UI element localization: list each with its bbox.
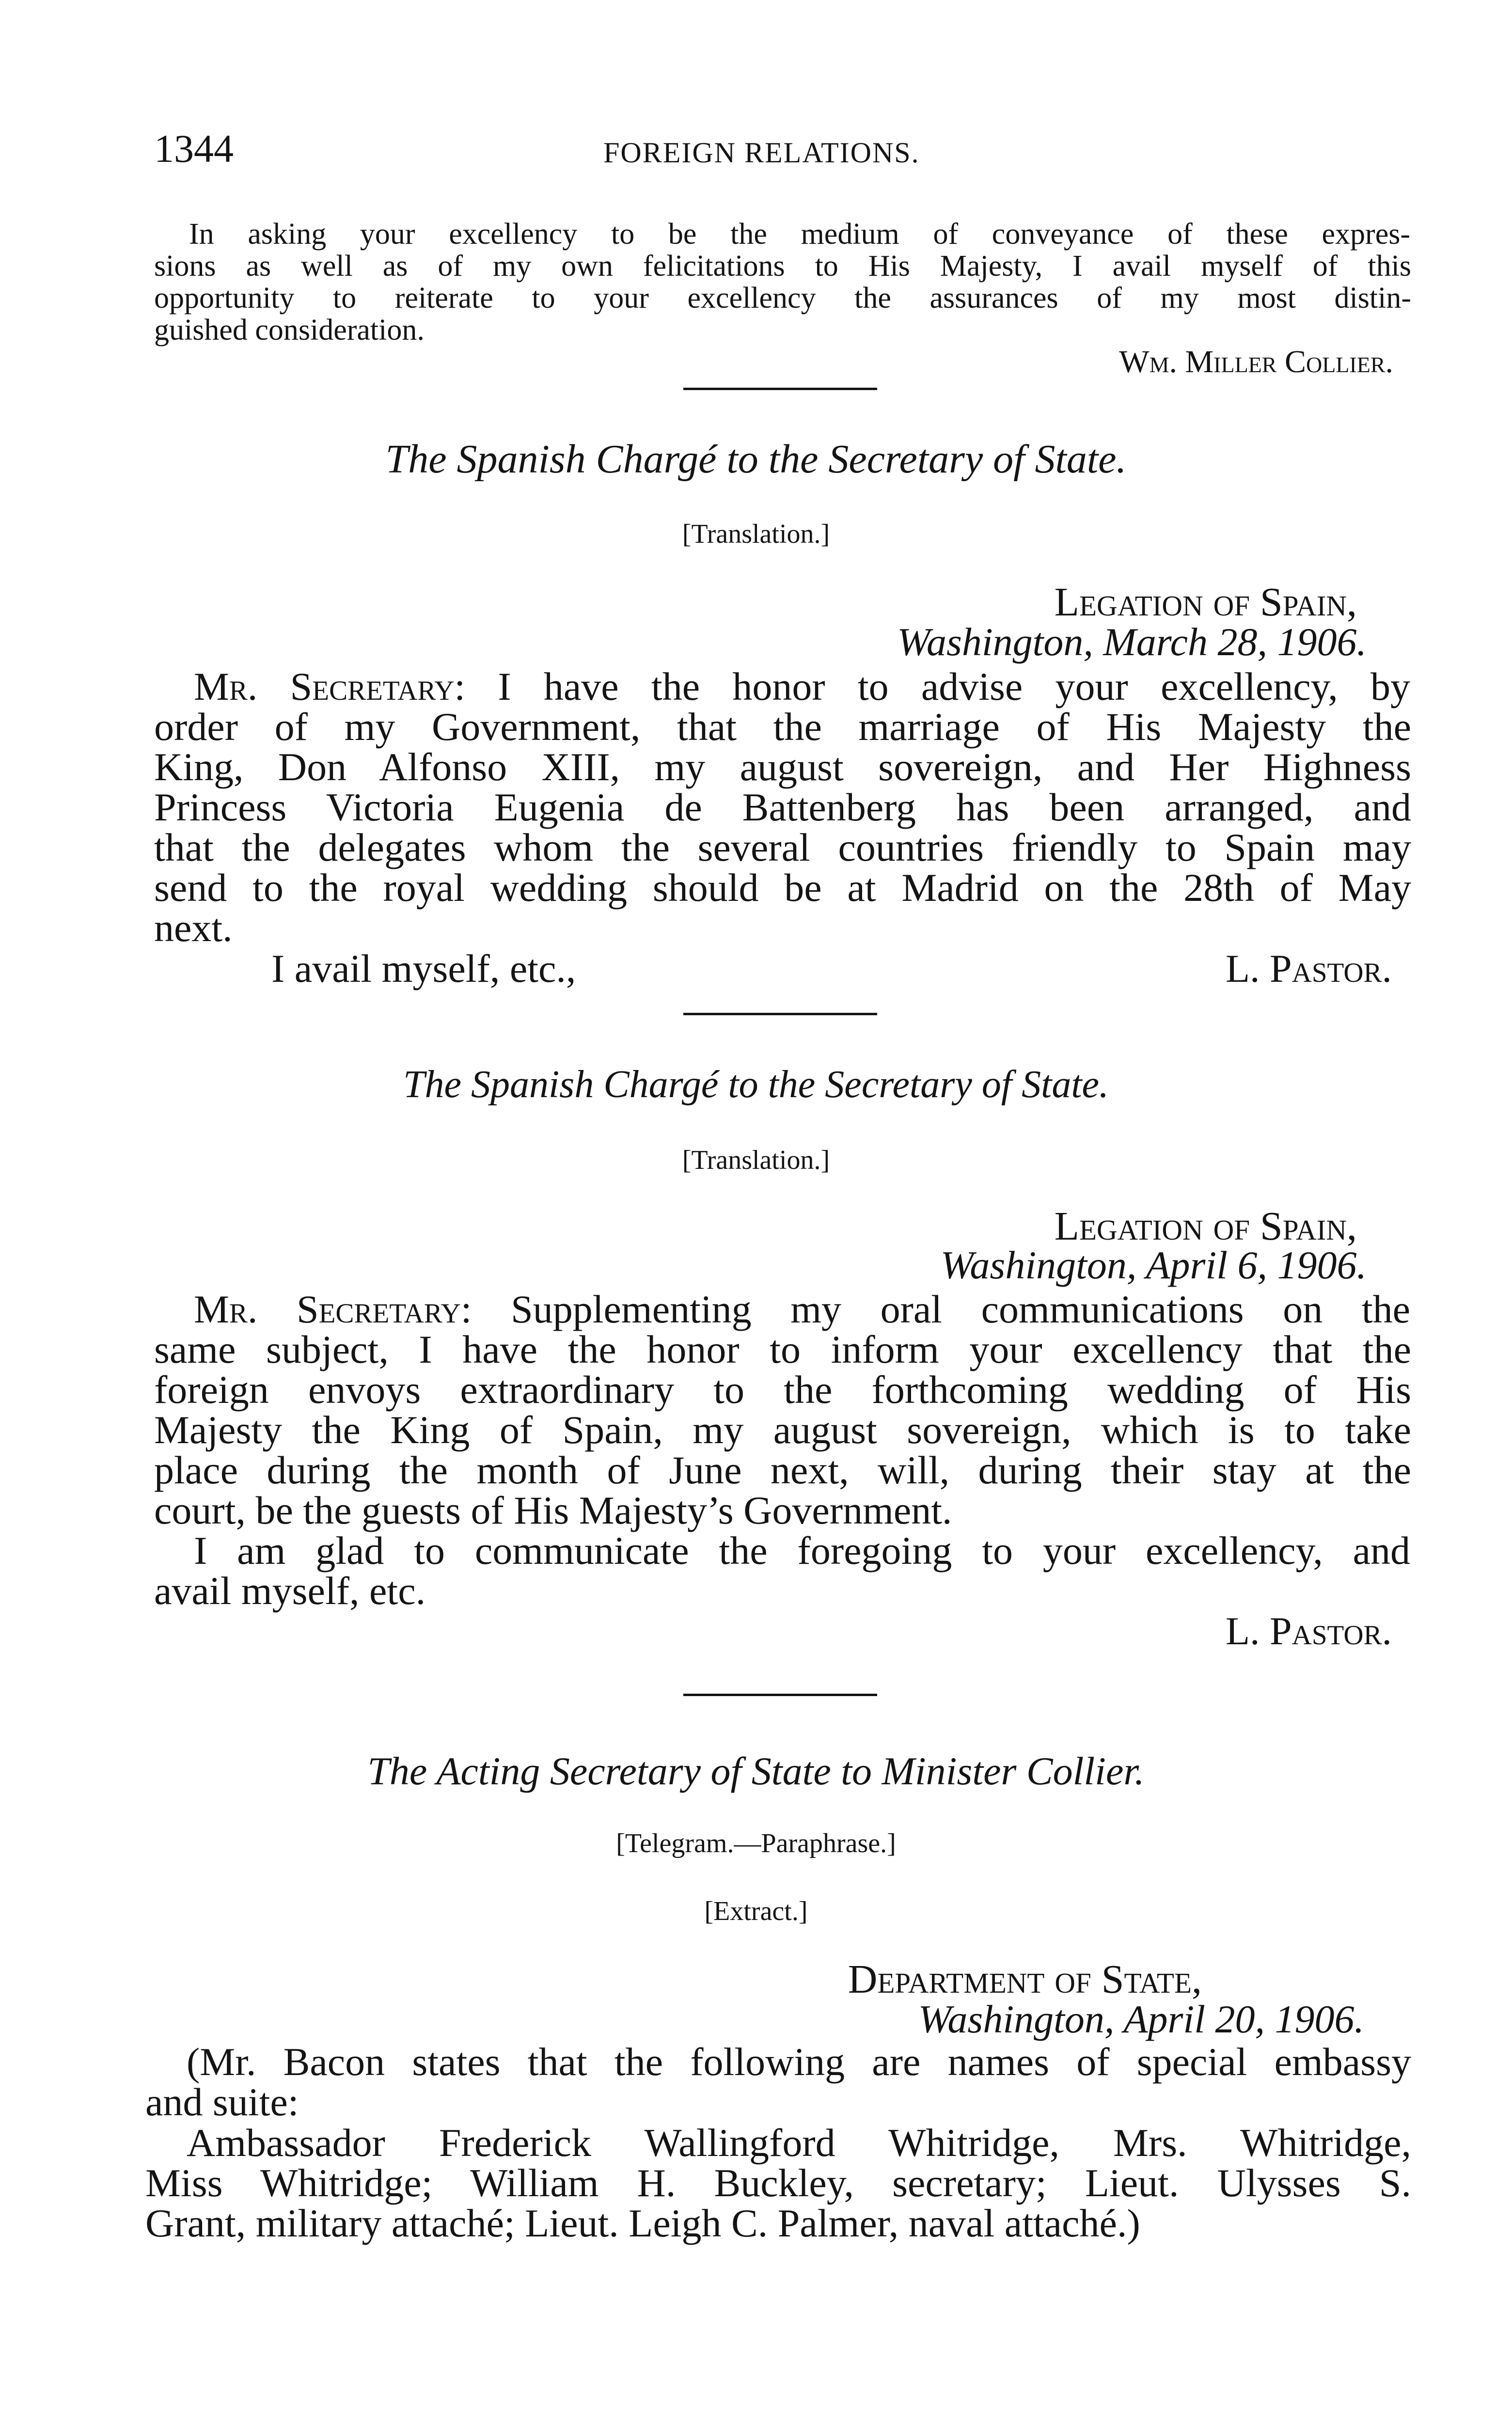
doc4-telegram-note: [Telegram.—Paraphrase.]	[616, 1828, 896, 1858]
doc3-place: Legation of Spain,	[1054, 1204, 1357, 1249]
doc3-para2-line-2: avail myself, etc.	[154, 1569, 426, 1613]
doc2-first-line-text: I have the honor to advise your excellency, by	[498, 664, 1411, 708]
doc2-title: The Spanish Chargé to the Secretary of State.	[385, 437, 1127, 482]
block1-line-3: opportunity to reiterate to your excellency the assurances of my most distin-	[154, 282, 1411, 315]
doc2-closing: I avail myself, etc.,	[271, 946, 576, 991]
doc4-dateline: Washington, April 20, 1906.	[918, 1997, 1364, 2041]
doc3-title: The Spanish Chargé to the Secretary of State.	[403, 1063, 1109, 1106]
separator-rule-3	[683, 1694, 877, 1696]
doc2-first-line	[194, 666, 1410, 707]
doc3-first-line-text: Supplementing my oral communications on the	[511, 1287, 1411, 1331]
doc3-first-line	[194, 1289, 1410, 1330]
doc2-place: Legation of Spain,	[1054, 580, 1357, 625]
doc4-place: Department of State,	[848, 1957, 1202, 2002]
doc4-para1-line-2: and suite:	[145, 2080, 299, 2124]
page-number: 1344	[154, 126, 234, 171]
doc3-salutation: Mr. Secretary:	[194, 1287, 472, 1331]
doc3-line-2: same subject, I have the honor to inform your excellency that the	[154, 1327, 1411, 1371]
doc4-para2-line-2: Miss Whitridge; William H. Buckley, secretary; Lieut. Ulysses S.	[145, 2161, 1411, 2205]
doc3-signature: L. Pastor.	[1225, 1609, 1392, 1653]
doc3-line-5: place during the month of June next, will, during their stay at the	[154, 1448, 1411, 1492]
doc4-para2-line-1: Ambassador Frederick Wallingford Whitridge, Mrs. Whitridge,	[187, 2121, 1411, 2165]
separator-rule-1	[683, 388, 877, 390]
separator-rule-2	[683, 1013, 877, 1015]
running-title: FOREIGN RELATIONS.	[603, 137, 920, 169]
doc3-dateline: Washington, April 6, 1906.	[940, 1243, 1367, 1287]
doc2-signature: L. Pastor.	[1225, 946, 1392, 991]
block1-line-1: In asking your excellency to be the medium of conveyance of these expres-	[189, 218, 1410, 251]
doc3-line-4: Majesty the King of Spain, my august sovereign, which is to take	[154, 1408, 1411, 1452]
doc3-para2-line-1: I am glad to communicate the foregoing to your excellency, and	[194, 1528, 1410, 1573]
doc4-para2-line-3: Grant, military attaché; Lieut. Leigh C. Palmer, naval attaché.)	[145, 2201, 1140, 2245]
doc2-line-2: order of my Government, that the marriage of His Majesty the	[154, 705, 1411, 749]
doc3-line-6: court, be the guests of His Majesty’s Government.	[154, 1488, 952, 1532]
doc2-last-line: next.	[154, 906, 233, 950]
doc4-para1-line-1: (Mr. Bacon states that the following are names of special embassy	[187, 2040, 1411, 2084]
doc2-salutation: Mr. Secretary:	[194, 664, 466, 708]
block1-last-line: guished consideration.	[154, 314, 425, 346]
doc4-extract-note: [Extract.]	[704, 1896, 808, 1926]
doc2-line-5: that the delegates whom the several countries friendly to Spain may	[154, 825, 1411, 869]
doc2-line-3: King, Don Alfonso XIII, my august sovereign, and Her Highness	[154, 745, 1411, 789]
doc2-dateline: Washington, March 28, 1906.	[897, 620, 1367, 664]
doc3-line-3: foreign envoys extraordinary to the forthcoming wedding of His	[154, 1368, 1411, 1412]
block1-line-2: sions as well as of my own felicitations to His Majesty, I avail myself of this	[154, 250, 1411, 283]
doc2-line-6: send to the royal wedding should be at Madrid on the 28th of May	[154, 865, 1411, 910]
doc3-translation-note: [Translation.]	[682, 1145, 830, 1175]
doc4-title: The Acting Secretary of State to Minister Collier.	[367, 1749, 1145, 1793]
doc2-line-4: Princess Victoria Eugenia de Battenberg has been arranged, and	[154, 785, 1411, 829]
block1-signature: Wm. Miller Collier.	[1119, 344, 1393, 379]
doc2-translation-note: [Translation.]	[682, 519, 830, 549]
